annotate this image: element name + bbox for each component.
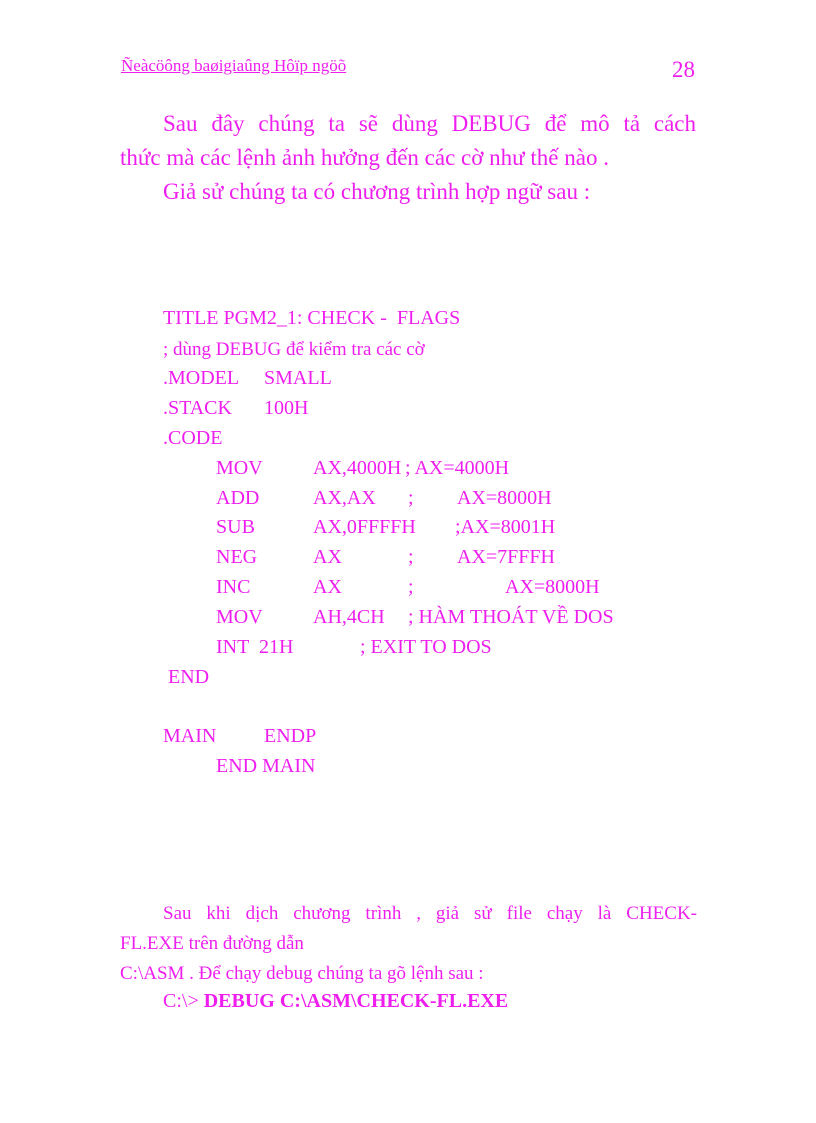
stack-value: 100H (264, 397, 309, 419)
instruction-op: NEG (216, 546, 258, 568)
instruction-comment: ; HÀM THOÁT VỀ DOS (408, 606, 614, 628)
stack-directive: .STACK (163, 397, 232, 419)
instruction-arg: AX,AX (313, 487, 376, 509)
main-endp: ENDP (264, 725, 317, 747)
instruction-comment: ; AX=4000H (405, 457, 510, 479)
instruction-comment: AX=8000H (457, 487, 552, 509)
instruction-comment: ;AX=8001H (455, 516, 556, 538)
instruction-op: INC (216, 576, 251, 598)
outro-line-1: Sau khi dịch chương trình , giả sử file chạy là CHECK- (163, 903, 697, 924)
instruction-arg: AH,4CH (313, 606, 385, 628)
intro-line-1: Sau đây chúng ta sẽ dùng DEBUG để mô tả cách (163, 111, 696, 136)
outro-paragraph (120, 899, 697, 989)
code-directive: .CODE (163, 427, 223, 449)
command-text: DEBUG C:\ASM\CHECK-FL.EXE (198, 990, 509, 1012)
end-statement: END (168, 666, 210, 688)
page-number: 28 (672, 57, 695, 82)
model-directive: .MODEL (163, 367, 240, 389)
outro-line-2: FL.EXE trên đường dẫn (120, 933, 304, 954)
instruction-op: SUB (216, 516, 255, 538)
debug-command (163, 990, 508, 1013)
instruction-arg: AX,4000H (313, 457, 402, 479)
instruction-op: MOV (216, 606, 263, 628)
intro-line-3: Giả sử chúng ta có chương trình hợp ngữ sau : (163, 179, 591, 204)
instruction-separator: ; (408, 576, 414, 598)
end-main: END MAIN (216, 755, 316, 777)
instruction-comment: AX=8000H (505, 576, 600, 598)
instruction-op: INT 21H (216, 636, 294, 658)
intro-line-2: thức mà các lệnh ảnh hưởng đến các cờ như thế nào . (120, 145, 609, 170)
main-label: MAIN (163, 725, 217, 747)
instruction-comment: ; EXIT TO DOS (360, 636, 492, 658)
intro-paragraph (120, 107, 696, 209)
outro-line-3: C:\ASM . Để chạy debug chúng ta gõ lệnh sau : (120, 963, 484, 984)
instruction-comment: AX=7FFFH (457, 546, 555, 568)
instruction-separator: ; (408, 546, 414, 568)
instruction-arg: AX,0FFFFH (313, 516, 416, 538)
instruction-op: MOV (216, 457, 263, 479)
code-comment: ; dùng DEBUG để kiểm tra các cờ (163, 339, 425, 360)
instruction-separator: ; (408, 487, 414, 509)
instruction-op: ADD (216, 487, 260, 509)
model-value: SMALL (264, 367, 332, 389)
running-header: Ñeàcöông baøigiaûng Hôïp ngöõ (121, 56, 347, 75)
code-title: TITLE PGM2_1: CHECK - FLAGS (163, 307, 461, 329)
command-prompt: C:\> (163, 990, 199, 1012)
instruction-arg: AX (313, 546, 342, 568)
instruction-arg: AX (313, 576, 342, 598)
